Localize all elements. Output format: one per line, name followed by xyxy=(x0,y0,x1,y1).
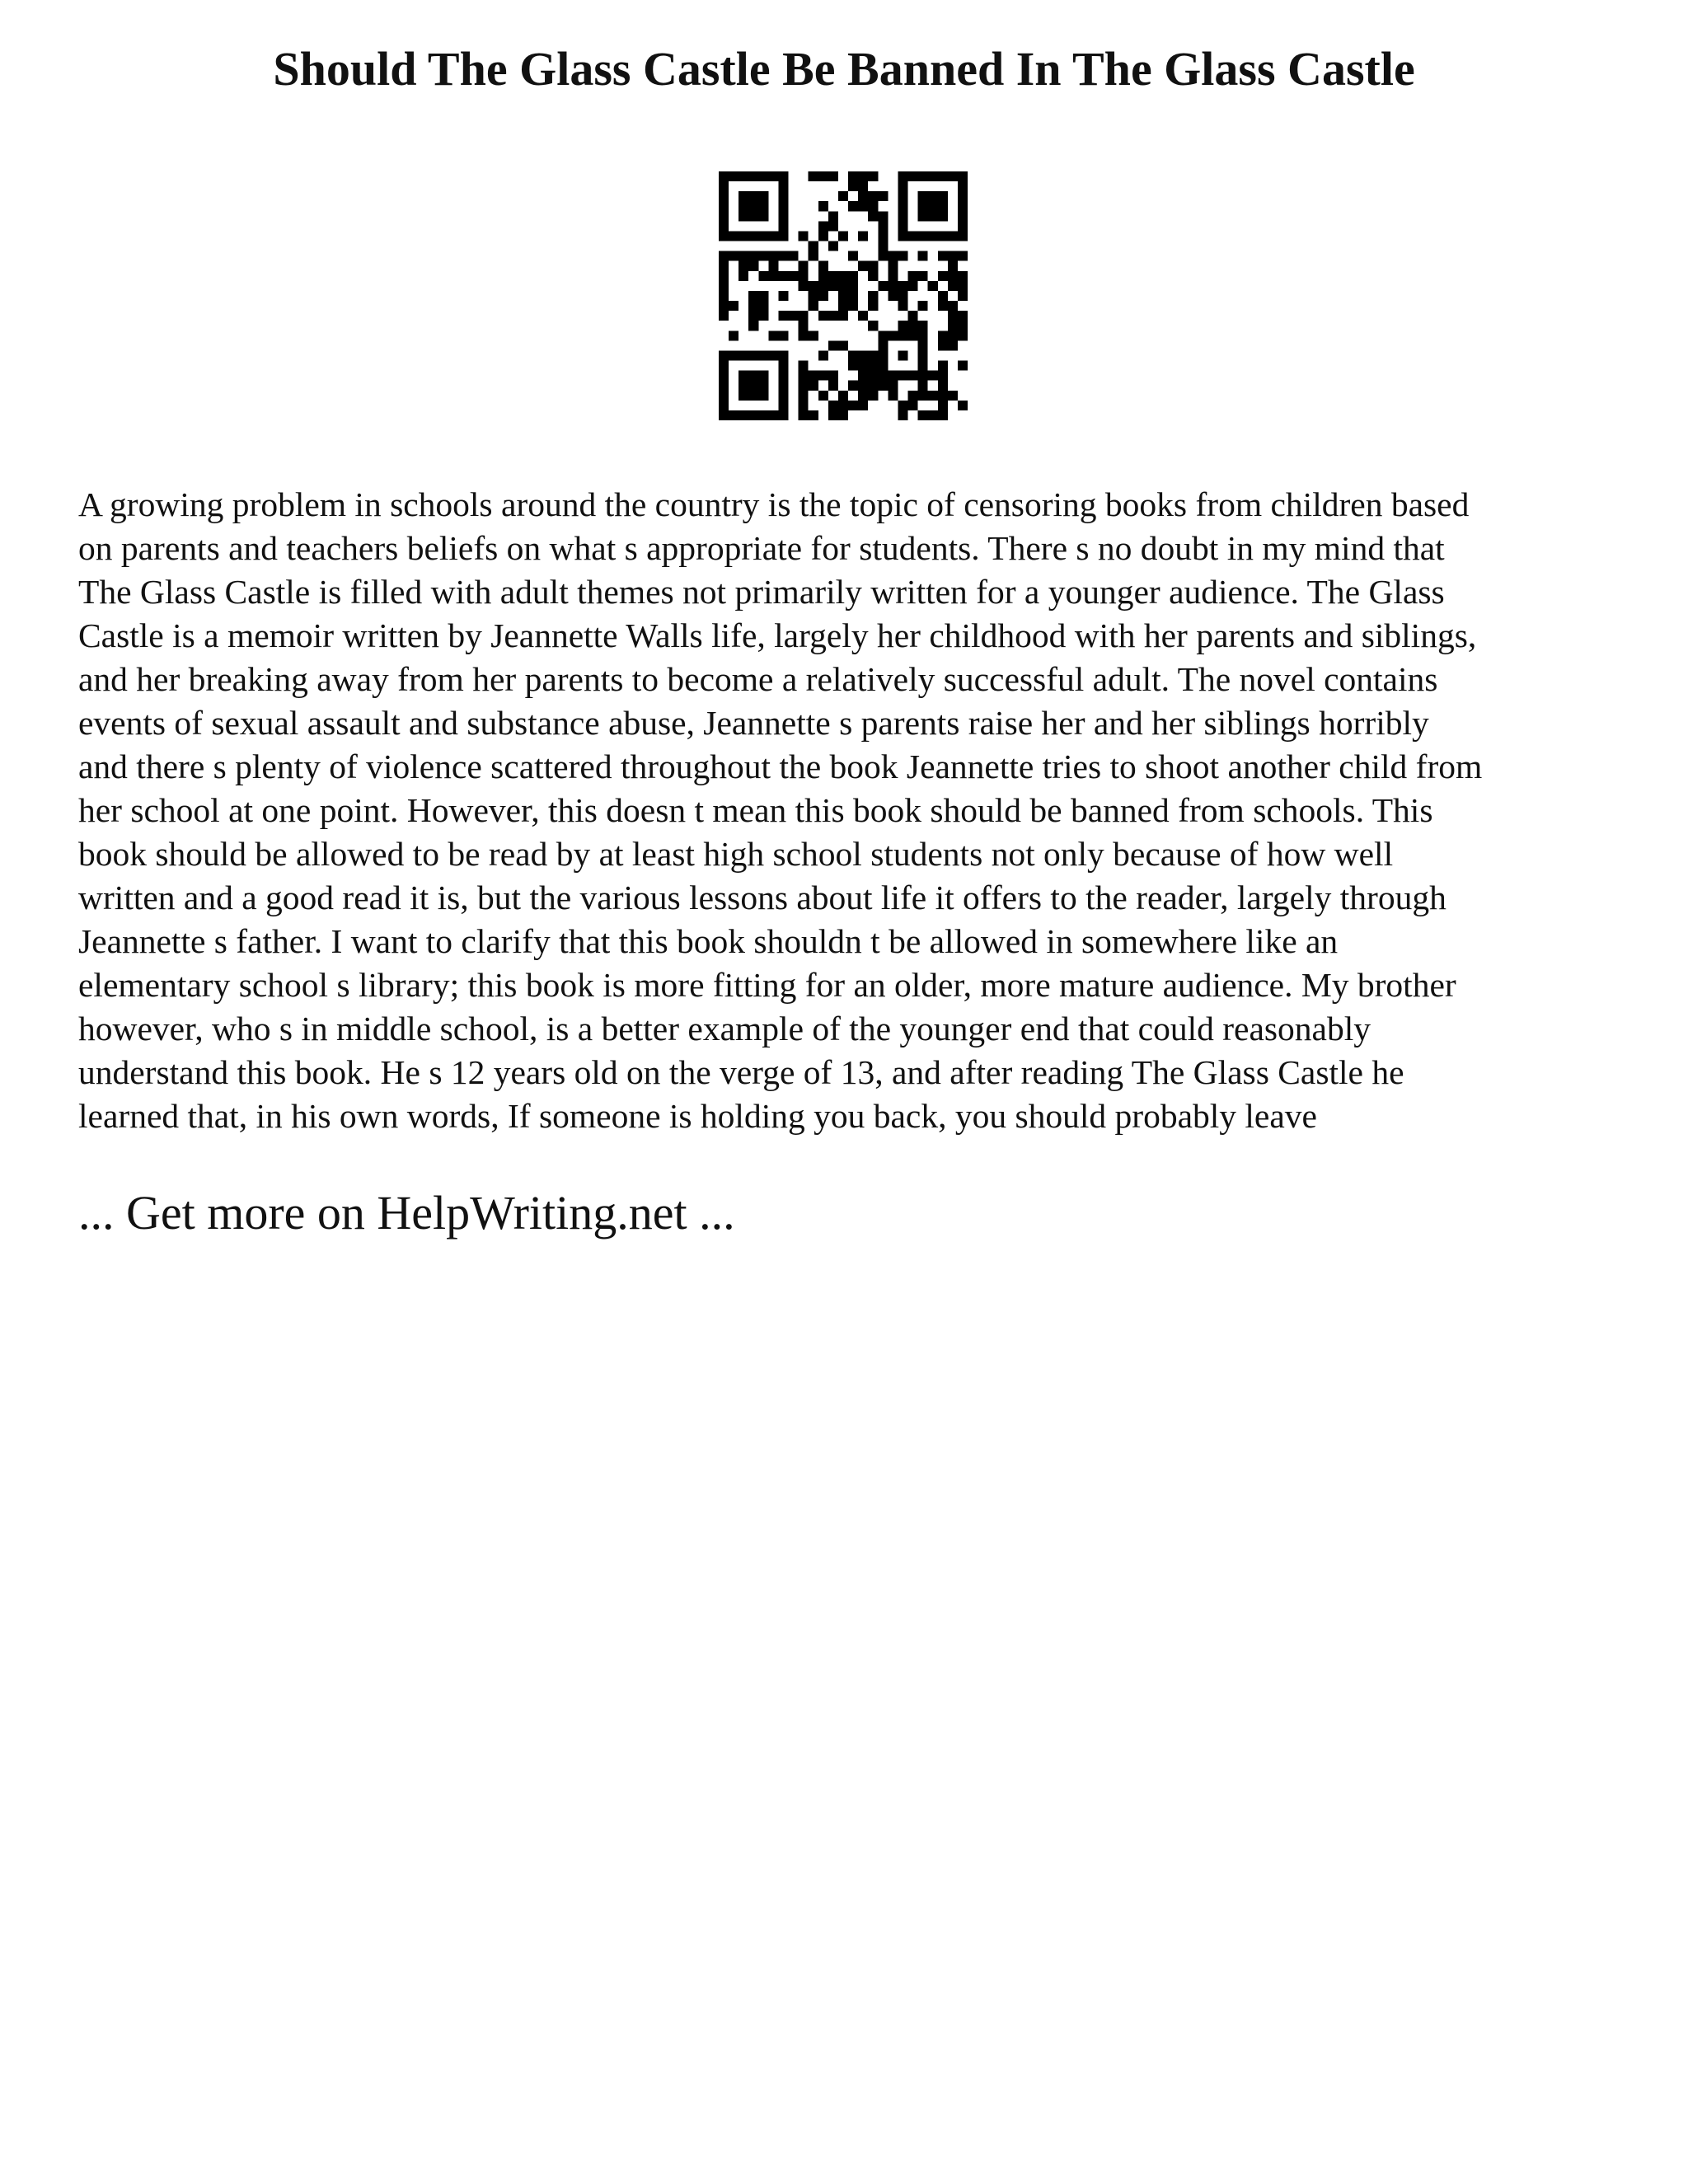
body-line: on parents and teachers beliefs on what s appropriate for students. There s no doubt in my mind that xyxy=(78,529,1445,567)
body-line: her school at one point. However, this doesn t mean this book should be banned from schools. This xyxy=(78,791,1433,829)
body-line: written and a good read it is, but the various lessons about life it offers to the reader, largely through xyxy=(78,879,1447,916)
body-line: events of sexual assault and substance abuse, Jeannette s parents raise her and her siblings horribly xyxy=(78,704,1429,742)
body-line: understand this book. He s 12 years old on the verge of 13, and after reading The Glass Castle he xyxy=(78,1053,1404,1091)
body-line: book should be allowed to be read by at least high school students not only because of how well xyxy=(78,835,1394,873)
body-line: learned that, in his own words, If someone is holding you back, you should probably leave xyxy=(78,1097,1317,1135)
get-more-link[interactable]: ... Get more on HelpWriting.net ... xyxy=(78,1186,735,1240)
body-line: elementary school s library; this book is more fitting for an older, more mature audience. My brother xyxy=(78,966,1456,1004)
body-line: Castle is a memoir written by Jeannette Walls life, largely her childhood with her parents and siblings, xyxy=(78,616,1477,654)
body-line: A growing problem in schools around the country is the topic of censoring books from children based xyxy=(78,485,1470,523)
body-line: The Glass Castle is filled with adult themes not primarily written for a younger audience. The Glass xyxy=(78,573,1445,611)
body-line: Jeannette s father. I want to clarify that this book shouldn t be allowed in somewhere like an xyxy=(78,922,1339,960)
body-line: and her breaking away from her parents to become a relatively successful adult. The novel contains xyxy=(78,660,1438,698)
body-line: however, who s in middle school, is a better example of the younger end that could reasonably xyxy=(78,1010,1371,1047)
qr-code-icon xyxy=(719,171,968,420)
body-paragraph xyxy=(78,483,1624,1138)
body-line: and there s plenty of violence scattered throughout the book Jeannette tries to shoot another child from xyxy=(78,748,1483,785)
qr-code-graphic xyxy=(719,171,968,420)
page-title: Should The Glass Castle Be Banned In The Glass Castle xyxy=(273,42,1415,96)
